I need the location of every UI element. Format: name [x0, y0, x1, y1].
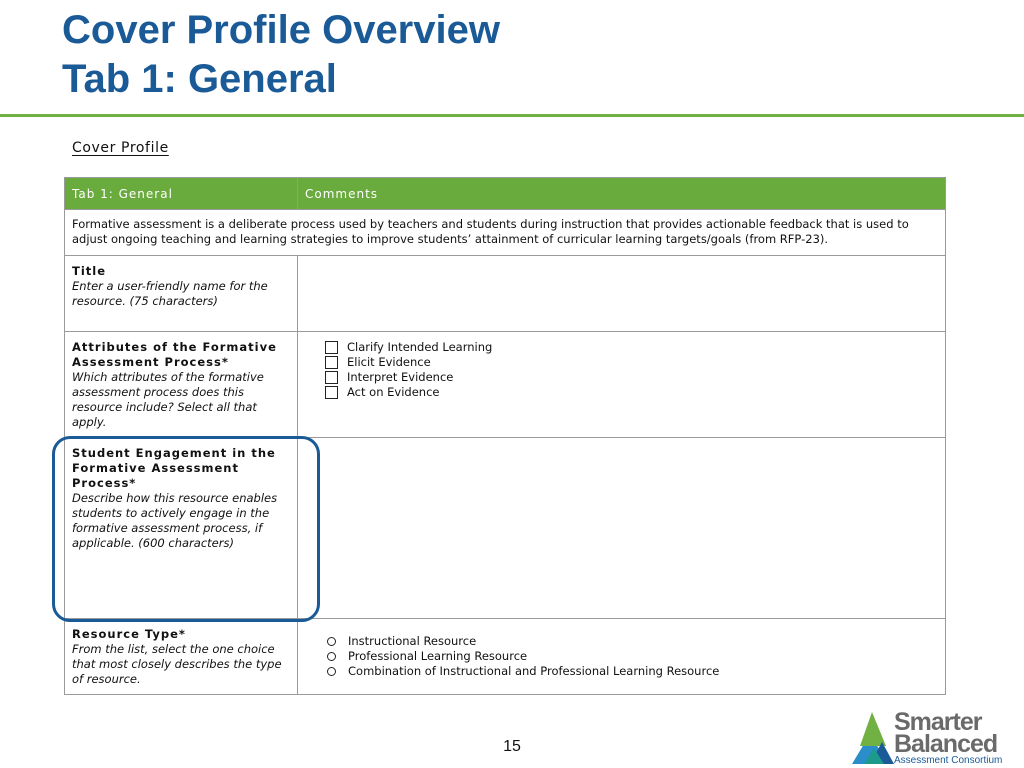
title-input-area[interactable] [298, 256, 946, 332]
radio-professional-learning-resource[interactable] [327, 652, 336, 661]
page-number: 15 [503, 738, 521, 755]
resource-type-radio-list [305, 619, 938, 679]
list-item [325, 340, 938, 355]
list-item [325, 664, 938, 679]
option-label: Interpret Evidence [347, 370, 454, 384]
field-engagement-description: Describe how this resource enables students to actively engage in the formative assessment process, if applicable. (600 characters) [72, 491, 278, 550]
table-row-title [65, 256, 946, 332]
smarter-balanced-logo [848, 708, 1024, 768]
table-header-row [65, 178, 946, 210]
logo-text-balanced: Balanced [894, 730, 998, 758]
option-label: Clarify Intended Learning [347, 340, 493, 354]
field-resource-type-label: Resource Type* [72, 627, 186, 641]
list-item [325, 370, 938, 385]
intro-row [65, 210, 946, 256]
field-attributes-description: Which attributes of the formative assessment process does this resource include? Select all that apply. [72, 370, 264, 429]
column-header-comments: Comments [298, 178, 946, 210]
table-row-attributes [65, 332, 946, 438]
column-header-tab: Tab 1: General [65, 178, 298, 210]
section-heading: Cover Profile [72, 140, 169, 156]
option-label: Elicit Evidence [347, 355, 431, 369]
resource-type-options-cell [298, 619, 946, 695]
slide-title [62, 6, 500, 104]
attributes-options-cell [298, 332, 946, 438]
row-label-attributes [65, 332, 298, 438]
cover-profile-form [64, 177, 946, 695]
title-divider [0, 114, 1024, 117]
checkbox-act-on-evidence[interactable] [325, 386, 338, 399]
option-label: Professional Learning Resource [348, 649, 528, 663]
row-label-student-engagement [65, 438, 298, 619]
slide-title-line-1: Cover Profile Overview [62, 8, 500, 52]
option-label: Instructional Resource [348, 634, 477, 648]
option-label: Combination of Instructional and Professional Learning Resource [348, 664, 720, 678]
table-row-student-engagement [65, 438, 946, 619]
list-item [325, 355, 938, 370]
field-resource-type-description: From the list, select the one choice that most closely describes the type of resource. [72, 642, 282, 686]
engagement-input-area[interactable] [298, 438, 946, 619]
list-item [325, 634, 938, 649]
slide-title-line-2: Tab 1: General [62, 57, 337, 101]
checkbox-elicit-evidence[interactable] [325, 356, 338, 369]
radio-combination-resource[interactable] [327, 667, 336, 676]
checkbox-clarify-intended-learning[interactable] [325, 341, 338, 354]
table-row-resource-type [65, 619, 946, 695]
list-item [325, 649, 938, 664]
row-label-title [65, 256, 298, 332]
intro-text: Formative assessment is a deliberate process used by teachers and students during instruction that provides actionable feedback that is used to adjust ongoing teaching and learning strategies to improve students’ attainment of curricular learning targets/goals (from RFP-23). [65, 210, 946, 256]
triangles-logo-icon [848, 708, 898, 768]
field-title-label: Title [72, 264, 107, 278]
option-label: Act on Evidence [347, 385, 440, 399]
logo-text-smarter: Smarter [894, 708, 982, 736]
list-item [325, 385, 938, 400]
field-title-description: Enter a user-friendly name for the resource. (75 characters) [72, 279, 268, 308]
logo-text-consortium: Assessment Consortium [894, 755, 1003, 766]
field-attributes-label: Attributes of the Formative Assessment Process* [72, 340, 277, 369]
row-label-resource-type [65, 619, 298, 695]
checkbox-interpret-evidence[interactable] [325, 371, 338, 384]
field-engagement-label: Student Engagement in the Formative Assessment Process* [72, 446, 276, 490]
radio-instructional-resource[interactable] [327, 637, 336, 646]
attributes-checkbox-list [305, 332, 938, 400]
